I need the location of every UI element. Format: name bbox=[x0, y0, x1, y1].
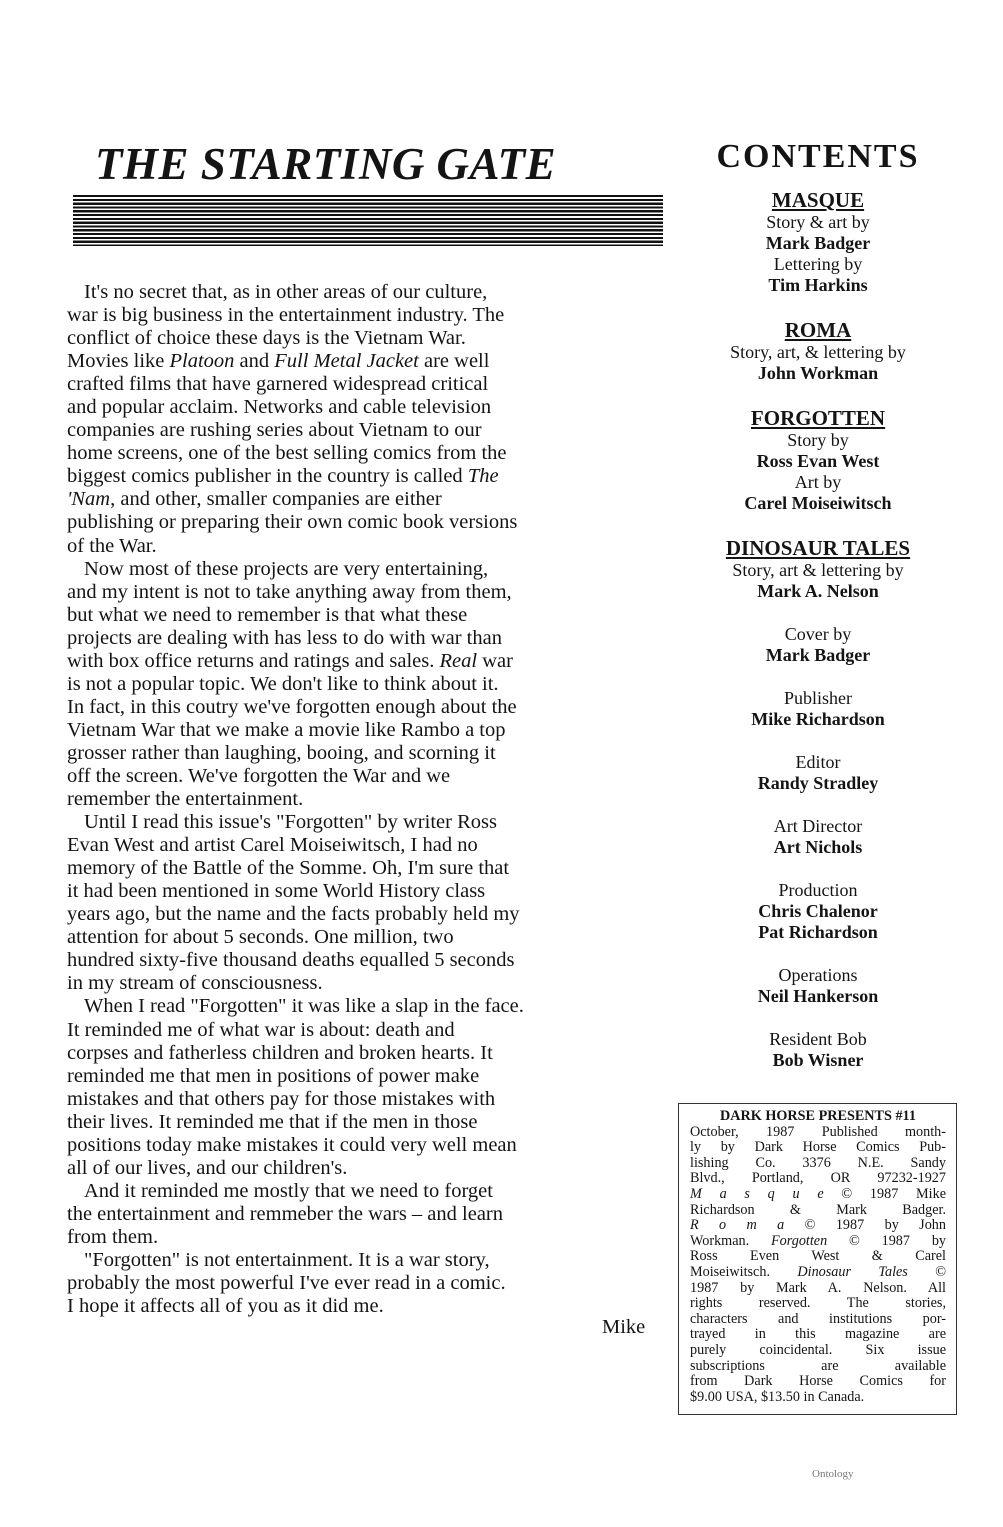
text-line bbox=[67, 1019, 662, 1042]
italic-title: Platoon bbox=[169, 350, 235, 373]
credit-role: Publisher bbox=[783, 688, 852, 708]
text-line bbox=[67, 650, 662, 673]
indicia-line bbox=[690, 1312, 946, 1328]
text-line bbox=[67, 949, 662, 972]
text-segment: It's no secret that, as in other areas of our culture, bbox=[84, 281, 488, 303]
text-line bbox=[67, 972, 662, 995]
text-line bbox=[67, 535, 662, 558]
text-line bbox=[67, 834, 662, 857]
credit-name: Chris Chalenor bbox=[758, 901, 878, 921]
italic-title: The bbox=[467, 465, 499, 488]
text-segment: and bbox=[234, 350, 275, 373]
italic-title: 'Nam bbox=[67, 488, 111, 511]
text-segment: their lives. It reminded me that if the men in those bbox=[67, 1110, 478, 1133]
text-line bbox=[67, 327, 662, 350]
text-segment: is not a popular topic. We don't like to think about it. bbox=[67, 672, 499, 695]
text-segment: Ross Even West & Carel bbox=[690, 1248, 946, 1265]
credit-role: Operations bbox=[778, 965, 858, 985]
feature-title: ROMA bbox=[784, 318, 852, 342]
text-segment: grosser rather than laughing, booing, and scorning it bbox=[67, 741, 496, 764]
text-segment: Movies like bbox=[67, 350, 170, 373]
text-line bbox=[67, 1272, 662, 1295]
text-segment: ly by Dark Horse Comics Pub- bbox=[690, 1139, 946, 1156]
indicia-line bbox=[690, 1187, 946, 1203]
text-segment: subscriptions are available bbox=[690, 1357, 946, 1374]
text-line bbox=[67, 1157, 662, 1180]
text-line bbox=[67, 1203, 662, 1226]
paragraph bbox=[67, 281, 662, 558]
text-segment: remember the entertainment. bbox=[67, 788, 304, 811]
indicia-line bbox=[690, 1296, 946, 1312]
credit-name: Art Nichols bbox=[773, 837, 863, 857]
text-segment: When I read "Forgotten" it was like a slap in the face. bbox=[84, 995, 524, 1018]
italic-title: Real bbox=[439, 649, 478, 672]
credit-name: John Workman bbox=[757, 363, 879, 383]
paragraph bbox=[67, 558, 662, 812]
italic-title: Forgotten bbox=[770, 1232, 828, 1249]
text-segment: publishing or preparing their own comic book versions bbox=[67, 511, 518, 534]
text-line bbox=[67, 673, 662, 696]
text-line bbox=[67, 995, 662, 1018]
text-line bbox=[67, 903, 662, 926]
text-segment: home screens, one of the best selling comics from the bbox=[67, 442, 507, 465]
text-segment: biggest comics publisher in the country is called bbox=[67, 465, 468, 488]
feature-title: DINOSAUR TALES bbox=[725, 536, 911, 560]
contents-entry bbox=[668, 188, 968, 296]
text-segment: from them. bbox=[67, 1225, 159, 1248]
text-line bbox=[67, 1295, 662, 1318]
text-segment: and popular acclaim. Networks and cable television bbox=[67, 396, 492, 419]
footer-mark: Ontology bbox=[812, 1468, 854, 1480]
indicia-line bbox=[690, 1203, 946, 1219]
signature: Mike bbox=[602, 1316, 646, 1338]
indicia-line bbox=[690, 1359, 946, 1375]
credit-name: Ross Evan West bbox=[756, 451, 880, 471]
text-segment: Moiseiwitsch. bbox=[690, 1263, 798, 1280]
credit-name: Mike Richardson bbox=[751, 709, 885, 729]
text-segment: of the War. bbox=[67, 534, 157, 557]
title-rule-lines bbox=[73, 195, 663, 246]
credit-role: Art Director bbox=[773, 816, 863, 836]
feature-title: MASQUE bbox=[771, 188, 865, 212]
text-line bbox=[67, 604, 662, 627]
text-segment: are well bbox=[418, 350, 490, 373]
text-line bbox=[67, 926, 662, 949]
contents-entry bbox=[668, 536, 968, 602]
text-line bbox=[67, 1065, 662, 1088]
text-segment: Now most of these projects are very entertaining, bbox=[84, 557, 489, 580]
paragraph bbox=[67, 1249, 662, 1318]
text-segment: trayed in this magazine are bbox=[690, 1326, 946, 1343]
text-segment: I hope it affects all of you as it did me. bbox=[67, 1295, 384, 1318]
text-segment: Until I read this issue's "Forgotten" by writer Ross bbox=[84, 811, 497, 834]
contents-entry bbox=[668, 688, 968, 730]
credit-role: Production bbox=[778, 880, 858, 900]
indicia-box bbox=[678, 1103, 957, 1415]
italic-title: Full Metal Jacket bbox=[274, 350, 419, 373]
text-segment: war bbox=[477, 649, 513, 672]
text-segment: characters and institutions por- bbox=[690, 1310, 946, 1327]
indicia-line bbox=[690, 1218, 946, 1234]
credit-name: Carel Moiseiwitsch bbox=[744, 493, 892, 513]
text-segment: $9.00 USA, $13.50 in Canada. bbox=[690, 1388, 865, 1405]
text-line bbox=[67, 1134, 662, 1157]
credit-name: Neil Hankerson bbox=[757, 986, 879, 1006]
paragraph bbox=[67, 811, 662, 995]
text-segment: © 1987 by John bbox=[784, 1217, 946, 1234]
text-segment: © 1987 Mike bbox=[823, 1185, 946, 1202]
contents-entry bbox=[668, 1029, 968, 1071]
paragraph bbox=[67, 995, 662, 1179]
text-segment: with box office returns and ratings and sales. bbox=[67, 649, 440, 672]
indicia-text bbox=[690, 1125, 946, 1406]
text-segment: companies are rushing series about Vietnam to our bbox=[67, 419, 482, 442]
text-line bbox=[67, 1180, 662, 1203]
text-segment: , and other, smaller companies are either bbox=[110, 488, 442, 511]
text-line bbox=[67, 373, 662, 396]
credit-role: Story, art & lettering by bbox=[732, 560, 904, 580]
text-segment: corpses and fatherless children and broken hearts. It bbox=[67, 1041, 493, 1064]
text-segment: the entertainment and remmeber the wars – and learn bbox=[67, 1202, 504, 1225]
indicia-line bbox=[690, 1156, 946, 1172]
text-line bbox=[67, 281, 662, 304]
indicia-line bbox=[690, 1234, 946, 1250]
text-line bbox=[67, 558, 662, 581]
text-segment: mistakes and that others pay for those mistakes with bbox=[67, 1087, 496, 1110]
text-segment: it had been mentioned in some World History class bbox=[67, 880, 486, 903]
text-segment: years ago, but the name and the facts probably held my bbox=[67, 903, 520, 926]
text-line bbox=[67, 1042, 662, 1065]
text-segment: off the screen. We've forgotten the War and we bbox=[67, 764, 451, 787]
contents-entry bbox=[668, 406, 968, 514]
text-segment: crafted films that have garnered widespread critical bbox=[67, 373, 489, 396]
text-segment: It reminded me of what war is about: death and bbox=[67, 1018, 455, 1041]
indicia-line bbox=[690, 1140, 946, 1156]
credit-name: Mark A. Nelson bbox=[757, 581, 879, 601]
credit-role: Story by bbox=[787, 430, 849, 450]
text-line bbox=[67, 788, 662, 811]
text-line bbox=[67, 857, 662, 880]
text-line bbox=[67, 465, 662, 488]
indicia-line bbox=[690, 1374, 946, 1390]
text-segment: probably the most powerful I've ever read in a comic. bbox=[67, 1272, 506, 1295]
text-segment: war is big business in the entertainment industry. The bbox=[67, 304, 505, 327]
text-segment: In fact, in this coutry we've forgotten enough about the bbox=[67, 695, 517, 718]
italic-title: Dinosaur Tales bbox=[797, 1263, 908, 1280]
credit-name: Randy Stradley bbox=[757, 773, 879, 793]
credit-role: Cover by bbox=[784, 624, 852, 644]
credit-role: Editor bbox=[795, 752, 841, 772]
text-segment: And it reminded me mostly that we need to forget bbox=[84, 1179, 493, 1202]
text-line bbox=[67, 696, 662, 719]
text-segment: in my stream of consciousness. bbox=[67, 972, 323, 995]
text-line bbox=[67, 488, 662, 511]
contents-column bbox=[668, 138, 968, 1093]
text-line bbox=[67, 442, 662, 465]
contents-entry bbox=[668, 752, 968, 794]
indicia-line bbox=[690, 1125, 946, 1141]
text-segment: Richardson & Mark Badger. bbox=[690, 1201, 946, 1218]
credit-name: Pat Richardson bbox=[758, 922, 878, 942]
text-line bbox=[67, 1249, 662, 1272]
indicia-line bbox=[690, 1249, 946, 1265]
text-segment: purely coincidental. Six issue bbox=[690, 1341, 946, 1358]
text-line bbox=[67, 1111, 662, 1134]
text-segment: © 1987 by bbox=[827, 1232, 947, 1249]
italic-title: R o m a bbox=[690, 1217, 785, 1234]
text-line bbox=[67, 581, 662, 604]
credit-role: Story, art, & lettering by bbox=[730, 342, 906, 362]
paragraph bbox=[67, 1180, 662, 1249]
contents-entry bbox=[668, 965, 968, 1007]
text-line bbox=[67, 396, 662, 419]
text-segment: "Forgotten" is not entertainment. It is a war story, bbox=[84, 1248, 490, 1271]
text-segment: all of our lives, and our children's. bbox=[67, 1156, 348, 1179]
text-segment: rights reserved. The stories, bbox=[690, 1295, 946, 1312]
text-segment: memory of the Battle of the Somme. Oh, I'm sure that bbox=[67, 857, 510, 880]
indicia-line bbox=[690, 1265, 946, 1281]
credit-name: Tim Harkins bbox=[768, 275, 868, 295]
indicia-heading: DARK HORSE PRESENTS #11 bbox=[720, 1108, 916, 1124]
text-segment: © bbox=[907, 1263, 946, 1280]
text-line bbox=[67, 350, 662, 373]
text-segment: from Dark Horse Comics for bbox=[690, 1373, 946, 1390]
credit-role: Resident Bob bbox=[769, 1029, 867, 1049]
text-segment: conflict of choice these days is the Vietnam War. bbox=[67, 327, 466, 350]
article-title: THE STARTING GATE bbox=[95, 139, 557, 189]
indicia-line bbox=[690, 1281, 946, 1297]
text-line bbox=[67, 1226, 662, 1249]
text-line bbox=[67, 1088, 662, 1111]
text-segment: projects are dealing with has less to do with war than bbox=[67, 626, 502, 649]
credit-name: Bob Wisner bbox=[772, 1050, 864, 1070]
text-line bbox=[67, 719, 662, 742]
text-segment: reminded me that men in positions of power make bbox=[67, 1064, 480, 1087]
text-segment: attention for about 5 seconds. One million, two bbox=[67, 926, 454, 949]
text-segment: lishing Co. 3376 N.E. Sandy bbox=[690, 1154, 946, 1171]
text-line bbox=[67, 880, 662, 903]
feature-title: FORGOTTEN bbox=[750, 406, 886, 430]
contents-entry bbox=[668, 816, 968, 858]
text-line bbox=[67, 511, 662, 534]
contents-entry bbox=[668, 624, 968, 666]
credit-role: Lettering by bbox=[773, 254, 863, 274]
text-line bbox=[67, 419, 662, 442]
credit-name: Mark Badger bbox=[765, 233, 871, 253]
text-segment: hundred sixty-five thousand deaths equalled 5 seconds bbox=[67, 949, 515, 972]
contents-entry bbox=[668, 880, 968, 943]
indicia-line bbox=[690, 1171, 946, 1187]
text-line bbox=[67, 304, 662, 327]
text-segment: Evan West and artist Carel Moiseiwitsch, I had no bbox=[67, 834, 478, 857]
text-segment: Vietnam War that we make a movie like Rambo a top bbox=[67, 718, 506, 741]
text-segment: and my intent is not to take anything away from them, bbox=[67, 580, 512, 603]
credit-role: Art by bbox=[794, 472, 842, 492]
text-segment: October, 1987 Published month- bbox=[690, 1123, 946, 1140]
indicia-line bbox=[690, 1343, 946, 1359]
text-segment: Blvd., Portland, OR 97232-1927 bbox=[690, 1170, 946, 1187]
text-line bbox=[67, 765, 662, 788]
italic-title: M a s q u e bbox=[690, 1185, 824, 1202]
text-line bbox=[67, 742, 662, 765]
credit-role: Story & art by bbox=[766, 212, 870, 232]
article-body bbox=[67, 281, 662, 1318]
contents-title: CONTENTS bbox=[716, 138, 920, 175]
indicia-line bbox=[690, 1327, 946, 1343]
text-segment: 1987 by Mark A. Nelson. All bbox=[690, 1279, 946, 1296]
text-line bbox=[67, 627, 662, 650]
credit-name: Mark Badger bbox=[765, 645, 871, 665]
text-segment: but what we need to remember is that what these bbox=[67, 603, 468, 626]
text-segment: Workman. bbox=[690, 1232, 771, 1249]
contents-list bbox=[668, 188, 968, 1071]
indicia-line bbox=[690, 1390, 946, 1406]
text-segment: positions today make mistakes it could very well mean bbox=[67, 1133, 517, 1156]
text-line bbox=[67, 811, 662, 834]
contents-entry bbox=[668, 318, 968, 384]
